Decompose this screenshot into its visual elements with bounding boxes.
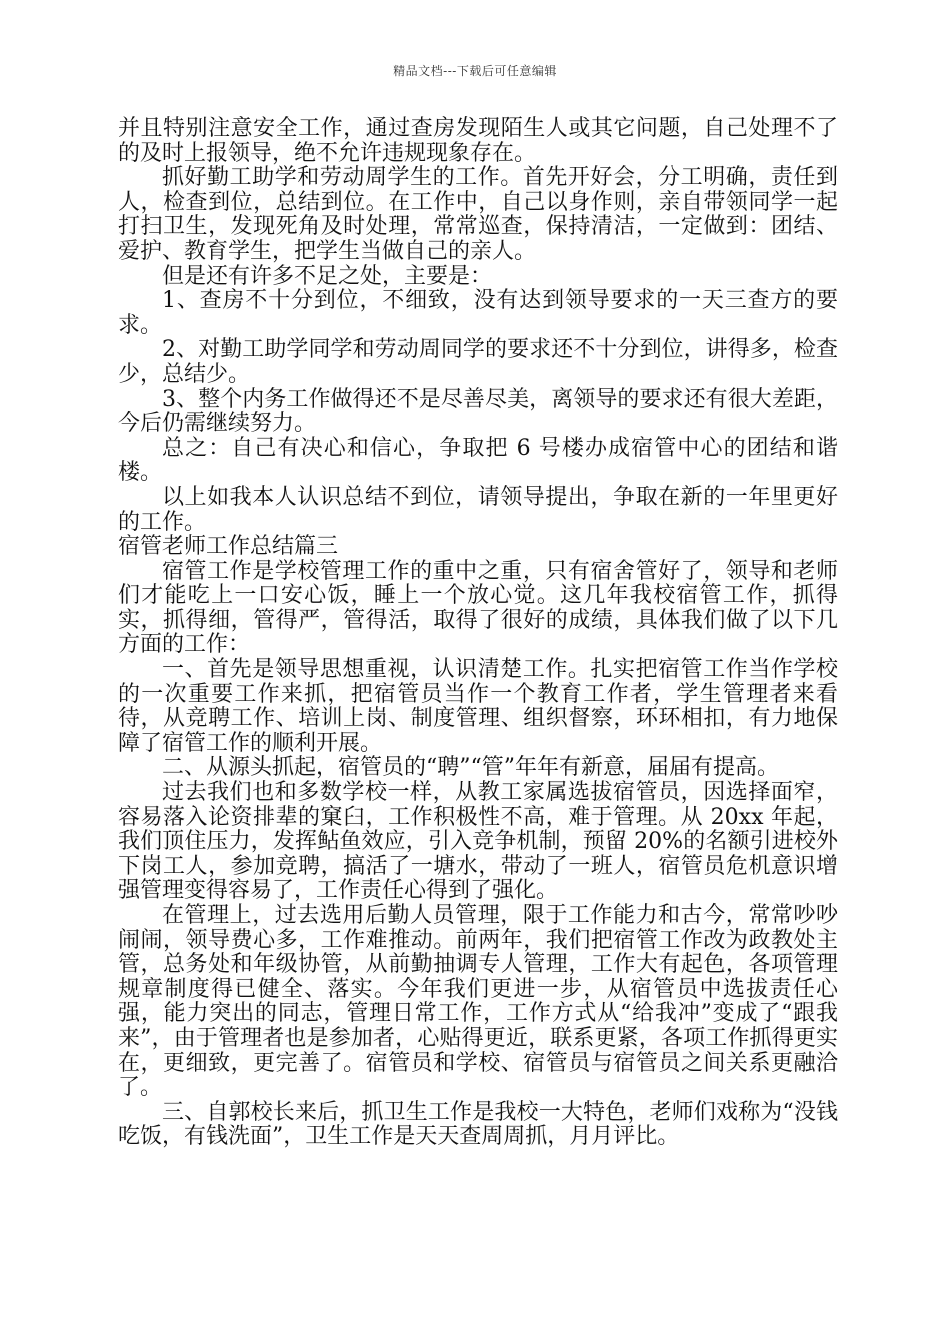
section-title: 宿管老师工作总结篇三	[118, 534, 339, 560]
paragraph: 并且特别注意安全工作，通过查房发现陌生人或其它问题，自己处理不了的及时上报领导，绝不允许违规现象存在。	[118, 116, 838, 166]
paragraph: 一、首先是领导思想重视，认识清楚工作。扎实把宿管工作当作学校的一次重要工作来抓，把宿管员当作一个教育工作者，学生管理者来看待，从竞聘工作、培训上岗、制度管理、组织督察，环环相扣，有力地保障了宿管工作的顺利开展。	[118, 657, 838, 756]
paragraph: 宿管工作是学校管理工作的重中之重，只有宿舍管好了，领导和老师们才能吃上一口安心饭，睡上一个放心觉。这几年我校宿管工作，抓得实，抓得细，管得严，管得活，取得了很好的成绩，具体我们做了以下几方面的工作：	[118, 558, 838, 658]
paragraph: 在管理上，过去选用后勤人员管理，限于工作能力和古今，常常吵吵闹闹，领导费心多，工作难推动。前两年，我们把宿管工作改为政教处主管，总务处和年级协管，从前勤抽调专人管理，工作大有起色，各项管理规章制度得已健全、落实。今年我们更进一步，从宿管员中选拔责任心强，能力突出的同志，管理日常工作，工作方式从“给我冲”变成了“跟我来”，由于管理者也是参加者，心贴得更近，联系更紧，各项工作抓得更实在，更细致，更完善了。宿管员和学校、宿管员与宿管员之间关系更融洽了。	[118, 903, 838, 1101]
paragraph: 1、查房不十分到位，不细致，没有达到领导要求的一天三查方的要求。	[118, 288, 838, 338]
paragraph: 2、对勤工助学同学和劳动周同学的要求还不十分到位，讲得多，检查少，总结少。	[118, 337, 838, 387]
document-body	[118, 117, 838, 1150]
paragraph: 抓好勤工助学和劳动周学生的工作。首先开好会，分工明确，责任到人，检查到位，总结到位。在工作中，自己以身作则，亲自带领同学一起打扫卫生，发现死角及时处理，常常巡查，保持清洁，一定做到：团结、爱护、教育学生，把学生当做自己的亲人。	[118, 165, 838, 264]
paragraph: 过去我们也和多数学校一样，从教工家属选拔宿管员，因选择面窄，容易落入论资排辈的窠臼，工作积极性不高，难于管理。从 20xx 年起，我们顶住压力，发挥鲇鱼效应，引入竞争机制，预留 20%的名额引进校外下岗工人，参加竞聘，搞活了一塘水，带动了一班人，宿管员危机意识增强管理变得容易了，工作责任心得到了强化。	[118, 780, 838, 904]
paragraph: 以上如我本人认识总结不到位，请领导提出，争取在新的一年里更好的工作。	[118, 484, 838, 535]
paragraph: 二、从源头抓起，宿管员的“聘”“管”年年有新意，届届有提高。	[162, 755, 779, 781]
paragraph: 总之：自己有决心和信心，争取把 6 号楼办成宿管中心的团结和谐楼。	[118, 435, 838, 486]
page-header: 精品文档---下载后可任意编辑	[393, 64, 557, 78]
paragraph: 三、自郭校长来后，抓卫生工作是我校一大特色，老师们戏称为“没钱吃饭，有钱洗面”，卫生工作是天天查周周抓，月月评比。	[118, 1099, 838, 1150]
paragraph: 但是还有许多不足之处，主要是：	[162, 263, 493, 289]
paragraph: 3、整个内务工作做得还不是尽善尽美，离领导的要求还有很大差距，今后仍需继续努力。	[118, 386, 838, 437]
